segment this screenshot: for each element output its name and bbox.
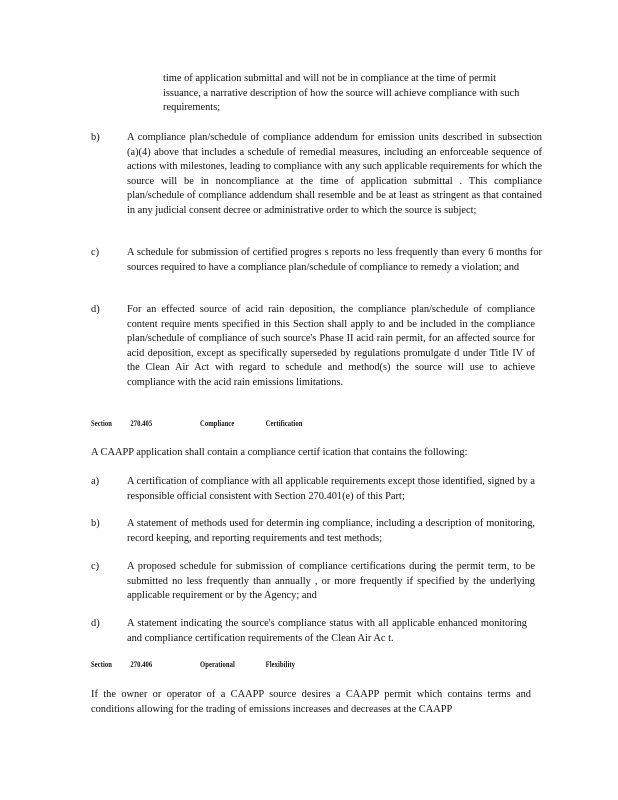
s405-text-b: A statement of methods used for determin ing compliance, including a description of monitoring, record keeping, and reporting requirements and test methods;: [127, 518, 535, 544]
item-text-d: For an effected source of acid rain deposition, the compliance plan/schedule of compliance content require ments specified in this Section shall apply to and be included in the compliance plan/schedule of compliance of such source's Phase II acid rain permit, for an affected source for acid deposition, except as specifically superseded by regulations promulgate d under Title IV of the Clean Air Act with regard to schedule and method(s) the source will use to achieve compliance with the acid rain emissions limitations.: [127, 304, 535, 388]
s405-label-d: d): [91, 618, 100, 629]
section-word: Section: [91, 419, 112, 428]
s405-text-c: A proposed schedule for submission of compliance certifications during the permit term, to be submitted no less frequently than annually , or more frequently if specified by the underlying applicable requirement or by the Agency; and: [127, 561, 535, 601]
item-text-b: A compliance plan/schedule of compliance addendum for emission units described in subsection (a)(4) above that includes a schedule of remedial measures, including an enforceable sequence of actions with milestones, leading to compliance with any such applicable requirements for which the source will be in noncompliance at the time of application submittal . This compliance plan/schedule of compliance addendum shall resemble and be at least as stringent as that contained in any judicial consent decree or administrative order to which the source is subject;: [127, 132, 542, 216]
section-405-intro: A CAAPP application shall contain a compliance certif ication that contains the following:: [91, 447, 468, 458]
section-title-1: Operational: [200, 660, 235, 669]
item-label-c: c): [91, 247, 100, 258]
continuation-paragraph: time of application submittal and will not be in compliance at the time of permit issuance, a narrative description of how the source will achieve compliance with such requirements;: [163, 73, 520, 113]
item-label-d: d): [91, 304, 100, 315]
s405-label-a: a): [91, 476, 100, 487]
s405-text-d: A statement indicating the source's compliance status with all applicable enhanced monitoring and compliance certification requirements of the Clean Air Ac t.: [127, 618, 527, 644]
item-label-b: b): [91, 132, 100, 143]
item-text-c: A schedule for submission of certified progres s reports no less frequently than every 6 months for sources required to have a compliance plan/schedule of compliance to remedy a violation; and: [127, 247, 542, 273]
s405-label-c: c): [91, 561, 100, 572]
section-word: Section: [91, 660, 112, 669]
s405-label-b: b): [91, 518, 100, 529]
section-title-2: Flexibility: [265, 660, 295, 669]
section-title-2: Certification: [265, 419, 303, 428]
section-number: 270.405: [130, 419, 153, 428]
section-heading-270-406: [91, 660, 295, 669]
section-406-intro: If the owner or operator of a CAAPP source desires a CAAPP permit which contains terms and conditions allowing for the trading of emissions increases and decreases at the CAAPP: [91, 689, 531, 715]
section-heading-270-405: [91, 419, 302, 428]
section-number: 270.406: [130, 660, 153, 669]
section-title-1: Compliance: [200, 419, 235, 428]
s405-text-a: A certification of compliance with all applicable requirements except those identified, signed by a responsible official consistent with Section 270.401(e) of this Part;: [127, 476, 535, 502]
